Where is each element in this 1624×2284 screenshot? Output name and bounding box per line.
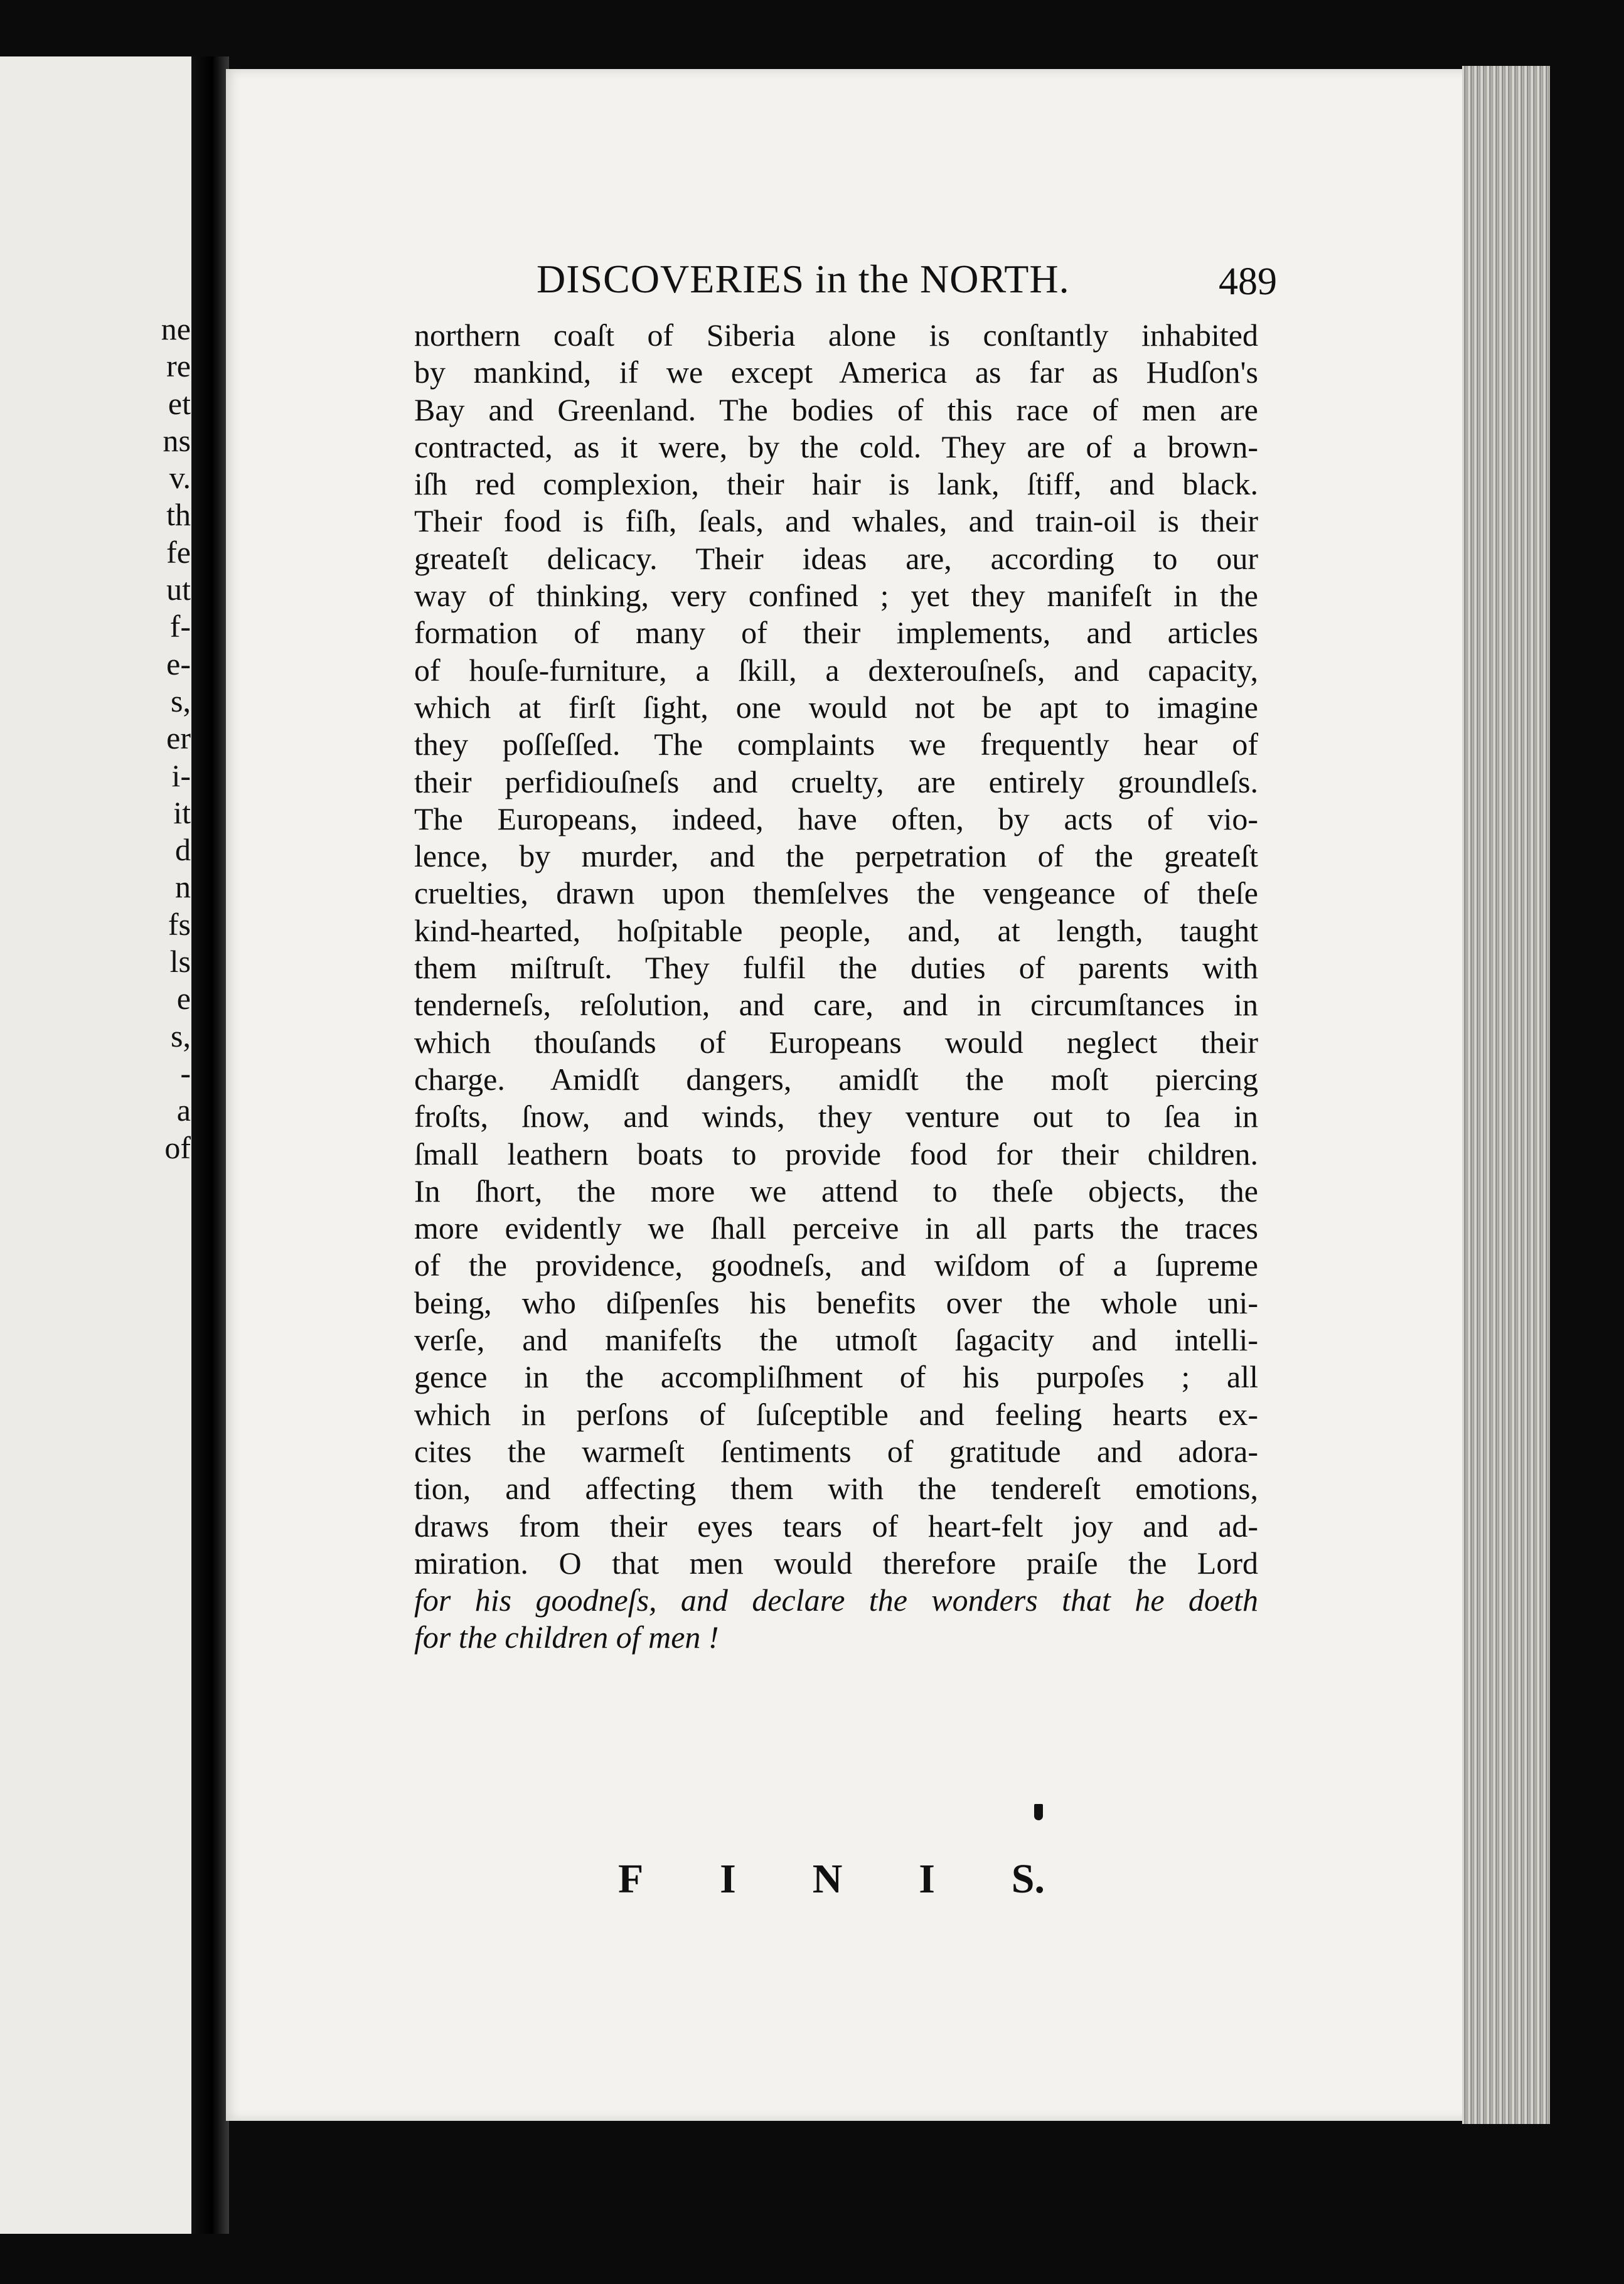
text-line: froſts, ſnow, and winds, they venture out to ſea in <box>414 1099 1258 1134</box>
facing-line-fragment: d <box>175 832 191 868</box>
text-line-italic: for the children of men ! <box>414 1620 719 1655</box>
facing-line-fragment: fe <box>166 534 191 570</box>
facing-line-fragment: et <box>168 385 191 421</box>
text-line: which at firſt ſight, one would not be apt to imagine <box>414 689 1258 725</box>
running-head <box>537 254 1277 304</box>
page-fore-edge <box>1462 66 1550 2124</box>
facing-line-fragment: s, <box>171 1018 191 1054</box>
text-line: lence, by murder, and the perpetration of the greateſt <box>414 838 1258 874</box>
text-line: iſh red complexion, their hair is lank, ſtiff, and black. <box>414 466 1258 502</box>
text-line: way of thinking, very confined ; yet they manifeſt in the <box>414 578 1258 614</box>
page-number: 489 <box>1219 260 1277 303</box>
text-line: miration. O that men would therefore praiſe the Lord <box>414 1545 1258 1581</box>
facing-line-fragment: i- <box>171 757 191 793</box>
running-head-title: DISCOVERIES in the NORTH. <box>537 257 1070 301</box>
text-line: their perfidiouſneſs and cruelty, are entirely groundleſs. <box>414 764 1258 799</box>
finis-letter: F <box>618 1856 644 1902</box>
text-line: tion, and affecting them with the tendereſt emotions, <box>414 1471 1258 1507</box>
text-line: cites the warmeſt ſentiments of gratitude and adora- <box>414 1433 1258 1469</box>
text-line: of houſe-furniture, a ſkill, a dexterouſneſs, and capacity, <box>414 652 1258 688</box>
text-line: northern coaſt of Siberia alone is conſtantly inhabited <box>414 318 1258 353</box>
finis-letter: N <box>812 1856 843 1902</box>
text-line: contracted, as it were, by the cold. They are of a brown- <box>414 429 1258 464</box>
text-line: being, who diſpenſes his benefits over the whole uni- <box>414 1284 1258 1320</box>
text-line: which thouſands of Europeans would neglect their <box>414 1024 1258 1060</box>
text-line: which in perſons of ſuſceptible and feeling hearts ex- <box>414 1396 1258 1432</box>
facing-line-fragment: ls <box>169 944 191 979</box>
facing-line-fragment: th <box>166 497 191 533</box>
facing-line-fragment: ne <box>161 311 191 346</box>
finis-heading <box>618 1851 1045 1908</box>
text-line: The Europeans, indeed, have often, by acts of vio- <box>414 801 1258 836</box>
facing-line-fragment: a <box>176 1092 191 1128</box>
facing-page-line-ends <box>134 311 191 1166</box>
text-line: tenderneſs, reſolution, and care, and in circumſtances in <box>414 987 1258 1023</box>
text-line: greateſt delicacy. Their ideas are, according to our <box>414 540 1258 576</box>
facing-line-fragment: - <box>180 1055 191 1091</box>
text-line: them miſtruſt. They fulfil the duties of parents with <box>414 950 1258 986</box>
facing-line-fragment: er <box>166 720 191 756</box>
text-line: draws from their eyes tears of heart-felt joy and ad- <box>414 1508 1258 1544</box>
text-line: In ſhort, the more we attend to theſe objects, the <box>414 1173 1258 1209</box>
facing-line-fragment: ns <box>163 422 191 458</box>
finis-letter: I <box>919 1856 935 1902</box>
book-gutter <box>191 56 229 2234</box>
facing-line-fragment: e- <box>166 646 191 681</box>
text-line: verſe, and manifeſts the utmoſt ſagacity and intelli- <box>414 1322 1258 1358</box>
text-line-italic: for his goodneſs, and declare the wonders that he doeth <box>414 1582 1258 1618</box>
text-line: more evidently we ſhall perceive in all parts the traces <box>414 1210 1258 1246</box>
finis-letter: I <box>720 1856 736 1902</box>
finis-letter: S. <box>1011 1856 1045 1902</box>
facing-line-fragment: it <box>173 794 191 830</box>
text-line: gence in the accompliſhment of his purpoſes ; all <box>414 1359 1258 1395</box>
text-line: of the providence, goodneſs, and wiſdom of a ſupreme <box>414 1247 1258 1283</box>
text-line: charge. Amidſt dangers, amidſt the moſt piercing <box>414 1061 1258 1097</box>
text-line: Bay and Greenland. The bodies of this race of men are <box>414 392 1258 427</box>
text-line: ſmall leathern boats to provide food for their children. <box>414 1136 1258 1171</box>
text-line: by mankind, if we except America as far as Hudſon's <box>414 355 1258 390</box>
facing-line-fragment: n <box>175 869 191 905</box>
text-line: they poſſeſſed. The complaints we frequently hear of <box>414 727 1258 762</box>
printer-ornament <box>1034 1804 1043 1820</box>
facing-line-fragment: f- <box>169 609 191 644</box>
facing-line-fragment: e <box>176 981 191 1017</box>
facing-page-fragment <box>0 56 196 2234</box>
facing-line-fragment: ut <box>166 572 191 607</box>
facing-line-fragment: fs <box>168 906 191 942</box>
facing-line-fragment: v. <box>169 460 191 496</box>
text-line: cruelties, drawn upon themſelves the vengeance of theſe <box>414 875 1258 911</box>
text-line: kind-hearted, hoſpitable people, and, at length, taught <box>414 912 1258 948</box>
facing-line-fragment: re <box>166 348 191 384</box>
facing-line-fragment: s, <box>171 683 191 718</box>
facing-line-fragment: of <box>164 1129 191 1165</box>
body-text <box>414 317 1258 1657</box>
text-line: formation of many of their implements, and articles <box>414 615 1258 651</box>
text-line: Their food is fiſh, ſeals, and whales, and train-oil is their <box>414 503 1258 539</box>
